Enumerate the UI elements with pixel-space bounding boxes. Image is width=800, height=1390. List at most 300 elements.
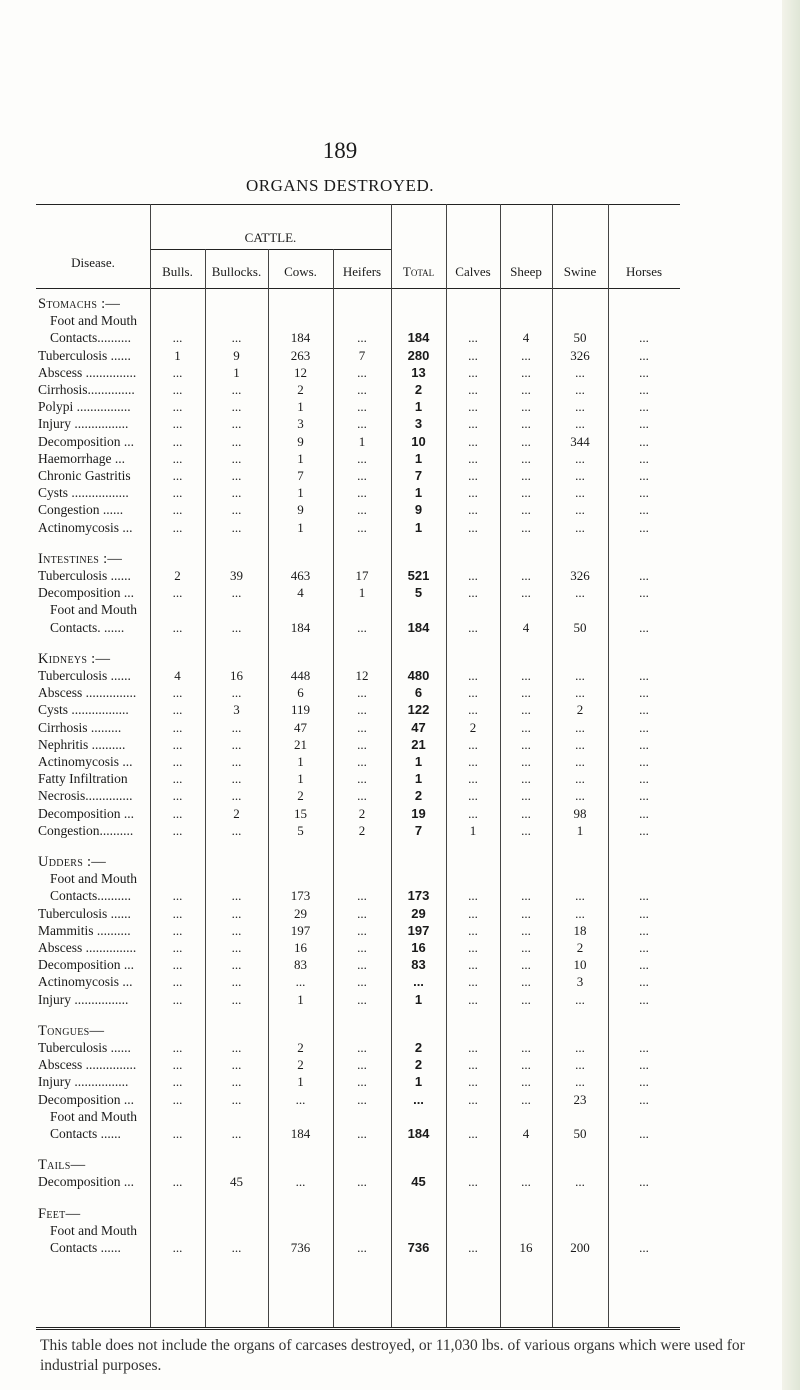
cell-swine: 50	[573, 330, 587, 346]
cell-bullocks: ...	[231, 922, 242, 938]
cell-sheep: ...	[521, 416, 531, 432]
cell-sheep: ...	[521, 502, 531, 518]
cell-sheep: ...	[521, 1040, 531, 1055]
cell-heifers: 1	[358, 433, 366, 449]
cell-heifers: ...	[357, 519, 367, 535]
cell-horses: ...	[639, 382, 649, 397]
cell-swine: ...	[575, 502, 585, 518]
cell-calves: ...	[468, 502, 478, 518]
cell-sheep: ...	[521, 519, 531, 535]
cell-bulls: ...	[172, 416, 183, 432]
disease-label: Cysts .................	[38, 702, 129, 718]
cell-sheep: ...	[521, 788, 531, 804]
column-header-calves: Calves	[455, 264, 491, 279]
disease-label: Foot and Mouth	[50, 602, 138, 618]
cell-heifers: ...	[357, 1074, 367, 1090]
cell-bullocks: ...	[231, 1057, 242, 1073]
cell-sheep: ...	[521, 433, 531, 449]
cell-horses: ...	[639, 330, 649, 346]
cell-swine: 2	[576, 940, 584, 955]
cell-horses: ...	[639, 1057, 649, 1073]
cell-swine: ...	[575, 399, 585, 415]
cell-heifers: ...	[357, 485, 367, 501]
disease-label: Cysts .................	[38, 485, 129, 501]
disease-label: Abscess ...............	[38, 940, 137, 955]
cell-bullocks: 39	[230, 568, 243, 583]
cell-bulls: ...	[172, 1240, 183, 1255]
cell-bullocks: ...	[231, 957, 242, 973]
cell-sheep: ...	[521, 1057, 531, 1073]
cell-sheep: ...	[521, 485, 531, 501]
cell-bulls: ...	[172, 1057, 183, 1073]
cell-calves: ...	[468, 1057, 478, 1073]
cell-cows: 5	[297, 822, 304, 838]
cell-calves: ...	[468, 416, 478, 432]
cell-bullocks: 1	[233, 364, 240, 380]
cell-total: 6	[414, 685, 423, 701]
cell-calves: ...	[468, 922, 478, 938]
cell-heifers: ...	[357, 1057, 367, 1073]
cell-swine: 1	[576, 822, 584, 838]
disease-label: Nephritis ..........	[38, 736, 126, 752]
cell-bullocks: ...	[231, 433, 242, 449]
disease-label: Abscess ...............	[38, 364, 137, 380]
cell-swine: ...	[575, 771, 585, 787]
cell-total: 10	[411, 433, 426, 449]
cell-bulls: ...	[172, 1174, 183, 1190]
cell-swine: ...	[575, 585, 585, 601]
section-heading: Udders :—	[38, 854, 107, 870]
cell-calves: 2	[469, 719, 477, 735]
disease-label: Tuberculosis ......	[38, 1040, 131, 1055]
section-heading: Tails—	[38, 1157, 86, 1174]
cell-calves: ...	[468, 1126, 478, 1141]
cell-total: 47	[411, 719, 426, 735]
cell-sheep: ...	[521, 399, 531, 415]
cell-sheep: ...	[521, 468, 531, 483]
cell-heifers: ...	[357, 771, 367, 787]
section-heading: Feet—	[38, 1205, 81, 1222]
cell-horses: ...	[639, 922, 649, 938]
cell-bullocks: 45	[230, 1174, 243, 1190]
cell-sheep: ...	[521, 922, 531, 938]
cell-total: 2	[414, 382, 423, 397]
cell-heifers: 12	[355, 668, 369, 683]
cell-total: 5	[414, 585, 423, 601]
cell-calves: ...	[468, 330, 478, 346]
cell-bulls: ...	[172, 585, 183, 601]
cell-bulls: ...	[172, 922, 183, 938]
cell-calves: ...	[468, 468, 478, 483]
cell-cows: 4	[297, 585, 304, 601]
cell-cows: 1	[297, 399, 304, 415]
cell-heifers: ...	[357, 619, 367, 635]
disease-header: Disease.	[71, 255, 115, 270]
cell-sheep: 4	[522, 1126, 530, 1141]
cell-total: 16	[411, 940, 426, 955]
cell-total: 1	[414, 991, 423, 1007]
disease-label: Injury ................	[38, 1074, 129, 1090]
cell-cows: ...	[295, 1091, 306, 1107]
cell-heifers: ...	[357, 974, 367, 990]
cell-swine: ...	[575, 450, 585, 466]
cell-total: 184	[407, 619, 430, 635]
cell-heifers: ...	[357, 922, 367, 938]
cell-cows: 29	[294, 905, 307, 921]
cell-swine: ...	[575, 1040, 585, 1055]
cell-sheep: ...	[521, 736, 531, 752]
cell-sheep: ...	[521, 991, 531, 1007]
cell-bullocks: 3	[233, 702, 240, 718]
cell-total: 13	[411, 364, 426, 380]
cell-cows: 3	[297, 416, 304, 432]
cell-sheep: ...	[521, 1091, 531, 1107]
disease-label: Contacts..........	[50, 330, 131, 346]
cell-heifers: ...	[357, 736, 367, 752]
disease-label: Mammitis ..........	[38, 922, 131, 938]
cell-swine: ...	[575, 905, 585, 921]
cell-cows: 1	[297, 519, 304, 535]
cell-heifers: ...	[357, 382, 367, 397]
cell-bullocks: ...	[231, 788, 242, 804]
footnote: This table does not include the organs of carcases destroyed, or 11,030 lbs. of various organs which were used for industrial purposes.	[40, 1337, 745, 1374]
cell-bullocks: ...	[231, 585, 242, 601]
cell-cows: 9	[297, 433, 304, 449]
cell-bullocks: ...	[231, 468, 242, 483]
table-bottom-rule	[36, 1327, 680, 1330]
cell-total: 29	[411, 905, 426, 921]
cell-bulls: ...	[172, 468, 183, 483]
cell-cows: 1	[297, 991, 304, 1007]
disease-label: Chronic Gastritis	[38, 468, 131, 483]
cell-total: 2	[414, 1057, 423, 1073]
cell-calves: ...	[468, 991, 478, 1007]
cell-swine: 18	[573, 922, 587, 938]
cell-swine: ...	[575, 668, 585, 683]
cell-calves: ...	[468, 1074, 478, 1090]
cell-heifers: 17	[355, 568, 369, 583]
cell-calves: ...	[468, 788, 478, 804]
cell-horses: ...	[639, 450, 649, 466]
cell-heifers: 1	[358, 585, 366, 601]
cell-total: 521	[407, 568, 430, 583]
cell-horses: ...	[639, 619, 649, 635]
cell-bullocks: ...	[231, 399, 242, 415]
cell-total: 7	[414, 468, 423, 483]
disease-label: Contacts ......	[50, 1240, 121, 1255]
cell-sheep: ...	[521, 585, 531, 601]
cell-horses: ...	[639, 805, 649, 821]
cell-bulls: ...	[172, 685, 183, 701]
column-header-sheep: Sheep	[510, 264, 542, 279]
cell-horses: ...	[639, 905, 649, 921]
cell-cows: 1	[297, 771, 304, 787]
column-header-total: Total	[402, 264, 435, 279]
cell-calves: ...	[468, 619, 478, 635]
cell-swine: ...	[575, 685, 585, 701]
cell-heifers: ...	[357, 991, 367, 1007]
cell-bullocks: ...	[231, 619, 242, 635]
cell-cows: 263	[290, 347, 311, 363]
cell-heifers: ...	[357, 468, 367, 483]
cell-calves: ...	[468, 1240, 478, 1255]
cell-swine: ...	[575, 1074, 585, 1090]
cell-horses: ...	[639, 568, 649, 583]
cell-bulls: ...	[172, 771, 183, 787]
column-header-bulls: Bulls.	[162, 264, 193, 279]
cell-sheep: ...	[521, 1074, 531, 1090]
cell-cows: 1	[297, 754, 304, 769]
cell-total: 9	[414, 502, 423, 518]
cell-cows: 119	[290, 702, 311, 718]
cell-swine: ...	[575, 382, 585, 397]
cell-bulls: ...	[172, 1091, 183, 1107]
cell-total: ...	[413, 1091, 424, 1107]
cell-sheep: ...	[521, 685, 531, 701]
cell-bulls: ...	[172, 399, 183, 415]
page-edge	[782, 0, 800, 1390]
cell-bulls: ...	[172, 719, 183, 735]
cell-bullocks: ...	[231, 736, 242, 752]
cell-total: 184	[407, 330, 430, 346]
cell-horses: ...	[639, 668, 649, 683]
cell-cows: 2	[297, 1040, 304, 1055]
cell-bullocks: ...	[231, 822, 242, 838]
cell-cows: 463	[290, 568, 311, 583]
cell-total: 480	[407, 668, 430, 683]
section-heading: Kidneys :—	[38, 650, 111, 667]
table-header-rule	[36, 288, 680, 289]
cell-cows: 12	[294, 364, 307, 380]
cell-bulls: ...	[172, 619, 183, 635]
cell-total: 280	[407, 347, 430, 363]
cell-total: 173	[407, 888, 430, 904]
cell-horses: ...	[639, 1174, 649, 1190]
cattle-header: CATTLE.	[244, 230, 297, 245]
cell-calves: ...	[468, 364, 478, 380]
cell-heifers: ...	[357, 1240, 367, 1255]
cell-bulls: ...	[172, 433, 183, 449]
cell-horses: ...	[639, 1040, 649, 1055]
cell-bulls: ...	[172, 330, 183, 346]
cell-horses: ...	[639, 1240, 649, 1255]
cell-total: 7	[414, 822, 423, 838]
cell-horses: ...	[639, 754, 649, 769]
cell-swine: 50	[573, 1126, 587, 1141]
disease-label: Cirrhosis .........	[38, 719, 122, 735]
cell-swine: ...	[575, 736, 585, 752]
cell-sheep: 4	[522, 619, 530, 635]
cell-horses: ...	[639, 940, 649, 955]
cell-sheep: ...	[521, 1174, 531, 1190]
cell-bulls: ...	[172, 1126, 183, 1141]
cell-bullocks: ...	[231, 382, 242, 397]
cell-bullocks: ...	[231, 771, 242, 787]
cell-sheep: ...	[521, 957, 531, 973]
disease-label: Congestion..........	[38, 822, 134, 838]
cell-horses: ...	[639, 485, 649, 501]
cell-bullocks: ...	[231, 719, 242, 735]
cell-horses: ...	[639, 788, 649, 804]
cell-bulls: ...	[172, 991, 183, 1007]
cell-total: 122	[407, 702, 430, 718]
cell-total: 197	[407, 922, 430, 938]
cell-calves: ...	[468, 685, 478, 701]
cell-horses: ...	[639, 822, 649, 838]
cell-cows: 197	[290, 922, 311, 938]
cell-swine: ...	[575, 991, 585, 1007]
disease-label: Decomposition ...	[38, 433, 134, 449]
cell-heifers: ...	[357, 330, 367, 346]
disease-label: Cirrhosis..............	[38, 382, 135, 397]
cell-heifers: ...	[357, 450, 367, 466]
cell-swine: 200	[570, 1240, 590, 1255]
cell-heifers: ...	[357, 788, 367, 804]
cell-total: 1	[414, 399, 423, 415]
disease-label: Polypi ................	[38, 399, 131, 415]
cell-heifers: ...	[357, 1040, 367, 1055]
cell-cows: 15	[294, 805, 307, 821]
cell-cows: 2	[297, 382, 304, 397]
cell-horses: ...	[639, 1091, 649, 1107]
cell-sheep: ...	[521, 568, 531, 583]
cell-heifers: ...	[357, 754, 367, 769]
cell-calves: ...	[468, 382, 478, 397]
cell-calves: ...	[468, 450, 478, 466]
column-header-cows: Cows.	[284, 264, 317, 279]
cell-sheep: ...	[521, 822, 531, 838]
cell-bullocks: ...	[231, 888, 242, 904]
disease-label: Decomposition ...	[38, 805, 134, 821]
cell-total: 184	[407, 1126, 430, 1141]
cell-cows: 736	[290, 1240, 311, 1255]
cell-heifers: ...	[357, 719, 367, 735]
cell-swine: 2	[576, 702, 584, 718]
cell-bulls: 2	[174, 568, 181, 583]
cell-calves: ...	[468, 347, 478, 363]
cell-bulls: ...	[172, 1074, 183, 1090]
cell-swine: ...	[575, 416, 585, 432]
cell-heifers: ...	[357, 685, 367, 701]
cell-cows: 173	[290, 888, 311, 904]
disease-label: Injury ................	[38, 416, 129, 432]
cell-cows: 1	[297, 450, 304, 466]
cell-horses: ...	[639, 1126, 649, 1141]
cell-swine: 326	[570, 347, 590, 363]
cell-total: 1	[414, 485, 423, 501]
cell-calves: ...	[468, 485, 478, 501]
cell-bulls: ...	[172, 450, 183, 466]
cell-cows: 47	[294, 719, 307, 735]
cell-swine: ...	[575, 519, 585, 535]
disease-label: Abscess ...............	[38, 1057, 137, 1073]
cell-swine: 326	[570, 568, 590, 583]
disease-label: Actinomycosis ...	[38, 974, 133, 990]
cell-bulls: ...	[172, 702, 183, 718]
cell-cows: 1	[297, 1074, 304, 1090]
cell-cows: 184	[290, 1126, 311, 1141]
cell-bullocks: ...	[231, 1240, 242, 1255]
cell-swine: ...	[575, 468, 585, 483]
disease-label: Decomposition ...	[38, 1174, 134, 1190]
disease-label: Fatty Infiltration	[38, 771, 128, 787]
cell-cows: 6	[297, 685, 304, 701]
cell-horses: ...	[639, 702, 649, 718]
cell-calves: ...	[468, 1091, 478, 1107]
cell-sheep: ...	[521, 974, 531, 990]
column-header-bullocks: Bullocks.	[211, 264, 262, 279]
cell-bulls: ...	[172, 805, 183, 821]
section-heading: Intestines :—	[38, 550, 123, 567]
disease-label: Haemorrhage ...	[38, 450, 125, 466]
cell-total: 1	[414, 450, 423, 466]
disease-label: Foot and Mouth	[50, 1108, 138, 1124]
cell-total: 1	[414, 771, 423, 787]
cell-swine: 23	[573, 1091, 587, 1107]
disease-label: Tuberculosis ......	[38, 905, 131, 921]
cell-swine: ...	[575, 754, 585, 769]
column-header-heifers: Heifers	[342, 264, 382, 279]
cell-calves: ...	[468, 702, 478, 718]
cell-heifers: ...	[357, 399, 367, 415]
cell-horses: ...	[639, 685, 649, 701]
cell-bullocks: 9	[233, 347, 240, 363]
cell-swine: ...	[575, 888, 585, 904]
disease-label: Decomposition ...	[38, 1091, 134, 1107]
cell-swine: 98	[573, 805, 587, 821]
cell-total: 83	[411, 957, 426, 973]
cell-calves: ...	[468, 974, 478, 990]
cell-bullocks: ...	[231, 1091, 242, 1107]
cell-cows: 83	[294, 957, 307, 973]
cell-sheep: ...	[521, 450, 531, 466]
cell-bulls: ...	[172, 974, 183, 990]
cell-total: 736	[407, 1240, 430, 1255]
cell-total: 21	[411, 736, 426, 752]
cell-sheep: 16	[519, 1240, 533, 1255]
cell-cows: ...	[295, 974, 306, 990]
cell-bullocks: ...	[231, 330, 242, 346]
cell-bullocks: ...	[231, 685, 242, 701]
cell-horses: ...	[639, 585, 649, 601]
cell-heifers: 2	[358, 822, 366, 838]
cell-sheep: ...	[521, 382, 531, 397]
cell-bullocks: ...	[231, 485, 242, 501]
cell-heifers: 2	[358, 805, 366, 821]
cell-bulls: 1	[174, 347, 181, 363]
cell-calves: ...	[468, 754, 478, 769]
cell-bulls: ...	[172, 940, 183, 955]
cell-horses: ...	[639, 364, 649, 380]
cell-horses: ...	[639, 519, 649, 535]
cell-horses: ...	[639, 502, 649, 518]
cell-calves: ...	[468, 519, 478, 535]
cell-swine: 10	[573, 957, 587, 973]
cell-calves: ...	[468, 668, 478, 683]
cell-bulls: ...	[172, 364, 183, 380]
cell-heifers: ...	[357, 502, 367, 518]
cell-sheep: ...	[521, 940, 531, 955]
cell-sheep: ...	[521, 347, 531, 363]
cell-sheep: ...	[521, 905, 531, 921]
cell-bulls: ...	[172, 502, 183, 518]
disease-label: Decomposition ...	[38, 585, 134, 601]
cell-bullocks: ...	[231, 1126, 242, 1141]
cell-sheep: ...	[521, 702, 531, 718]
cell-bullocks: ...	[231, 974, 242, 990]
cell-calves: ...	[468, 957, 478, 973]
cell-horses: ...	[639, 433, 649, 449]
